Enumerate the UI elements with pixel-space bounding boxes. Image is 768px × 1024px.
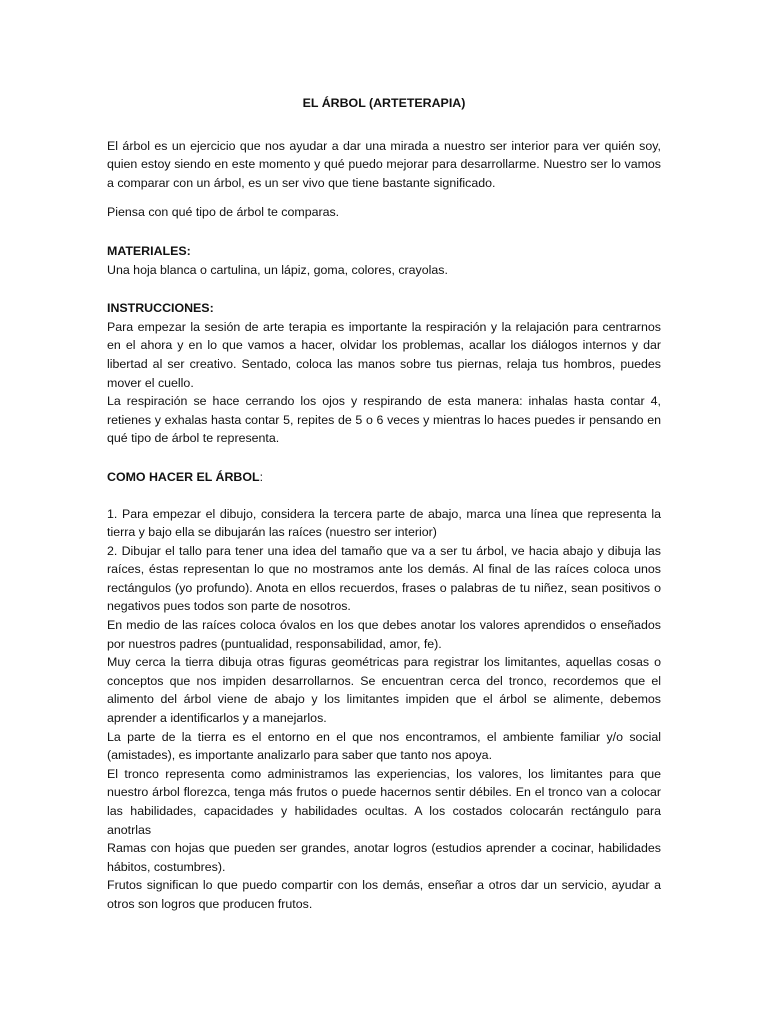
section-spacer <box>107 487 661 505</box>
how-to-paragraph: 1. Para empezar el dibujo, considera la tercera parte de abajo, marca una línea que representa la tierra y bajo ella se dibujarán las raíces (nuestro ser interior) <box>107 506 661 540</box>
instructions-paragraph: Para empezar la sesión de arte terapia es importante la respiración y la relajación para centrarnos en el ahora y en lo que vamos a hacer, olvidar los problemas, acallar los diálogos internos y dar libertad al ser creativo. Sentado, coloca las manos sobre tus piernas, relaja tus hombros, puedes mover el cuello. <box>107 319 661 390</box>
instructions-paragraph: La respiración se hace cerrando los ojos y respirando de esta manera: inhalas hasta contar 4, retienes y exhalas hasta contar 5, repites de 5 o 6 veces y mientras lo haces puedes ir pensando en qué tipo de árbol te representa. <box>107 394 661 446</box>
how-to-heading-colon: : <box>259 469 264 484</box>
materials-section <box>107 242 661 279</box>
how-to-paragraph: En medio de las raíces coloca óvalos en los que debes anotar los valores aprendidos o enseñados por nuestros padres (puntualidad, responsabilidad, amor, fe). <box>107 618 661 651</box>
instructions-heading: INSTRUCCIONES: <box>107 301 214 316</box>
how-to-paragraph: Ramas con hojas que pueden ser grandes, anotar logros (estudios aprender a cocinar, habilidades hábitos, costumbres). <box>107 841 661 874</box>
document-title: EL ÁRBOL (ARTETERAPIA) <box>302 96 466 110</box>
how-to-heading-text: COMO HACER EL ÁRBOL <box>107 469 260 484</box>
how-to-paragraph: Frutos significan lo que puedo compartir con los demás, enseñar a otros dar un servicio, ayudar a otros son logros que producen frutos. <box>107 878 661 911</box>
intro-paragraph: El árbol es un ejercicio que nos ayudar a dar una mirada a nuestro ser interior para ver quién soy, quien estoy siendo en este momento y qué puedo mejorar para desarrollarme. Nuestro ser lo vamos a comparar con un árbol, es un ser vivo que tiene bastante significado. <box>107 138 661 190</box>
instructions-section <box>107 299 661 448</box>
how-to-section <box>107 468 661 914</box>
how-to-paragraph: 2. Dibujar el tallo para tener una idea del tamaño que va a ser tu árbol, ve hacia abajo y dibuja las raíces, éstas representan lo que no mostramos ante los demás. Al final de las raíces coloca unos rectángulos (yo profundo). Anota en ellos recuerdos, frases o palabras de tu niñez, sean positivos o negativos pues todos son parte de nosotros. <box>107 543 661 614</box>
materials-heading: MATERIALES: <box>107 243 191 258</box>
how-to-paragraph: La parte de la tierra es el entorno en el que nos encontramos, el ambiente familiar y/o social (amistades), es importante analizarlo para saber que tanto nos apoya. <box>107 729 661 763</box>
how-to-heading <box>107 468 661 487</box>
prompt-paragraph: Piensa con qué tipo de árbol te comparas. <box>107 205 340 220</box>
how-to-paragraph: El tronco representa como administramos las experiencias, los valores, los limitantes para que nuestro árbol florezca, tenga más frutos o puede hacernos sentir débiles. En el tronco van a colocar las habilidades, capacidades y habilidades ocultas. A los costados colocarán rectángulo para anotrlas <box>107 766 661 837</box>
how-to-paragraph: Muy cerca la tierra dibuja otras figuras geométricas para registrar los limitantes, aquellas cosas o conceptos que nos impiden desarrollarnos. Se encuentran cerca del tronco, recordemos que el alimento del árbol viene de abajo y los limitantes impiden que el árbol se alimente, debemos aprender a identificarlos y a manejarlos. <box>107 655 661 726</box>
materials-text: Una hoja blanca o cartulina, un lápiz, goma, colores, crayolas. <box>107 262 448 277</box>
